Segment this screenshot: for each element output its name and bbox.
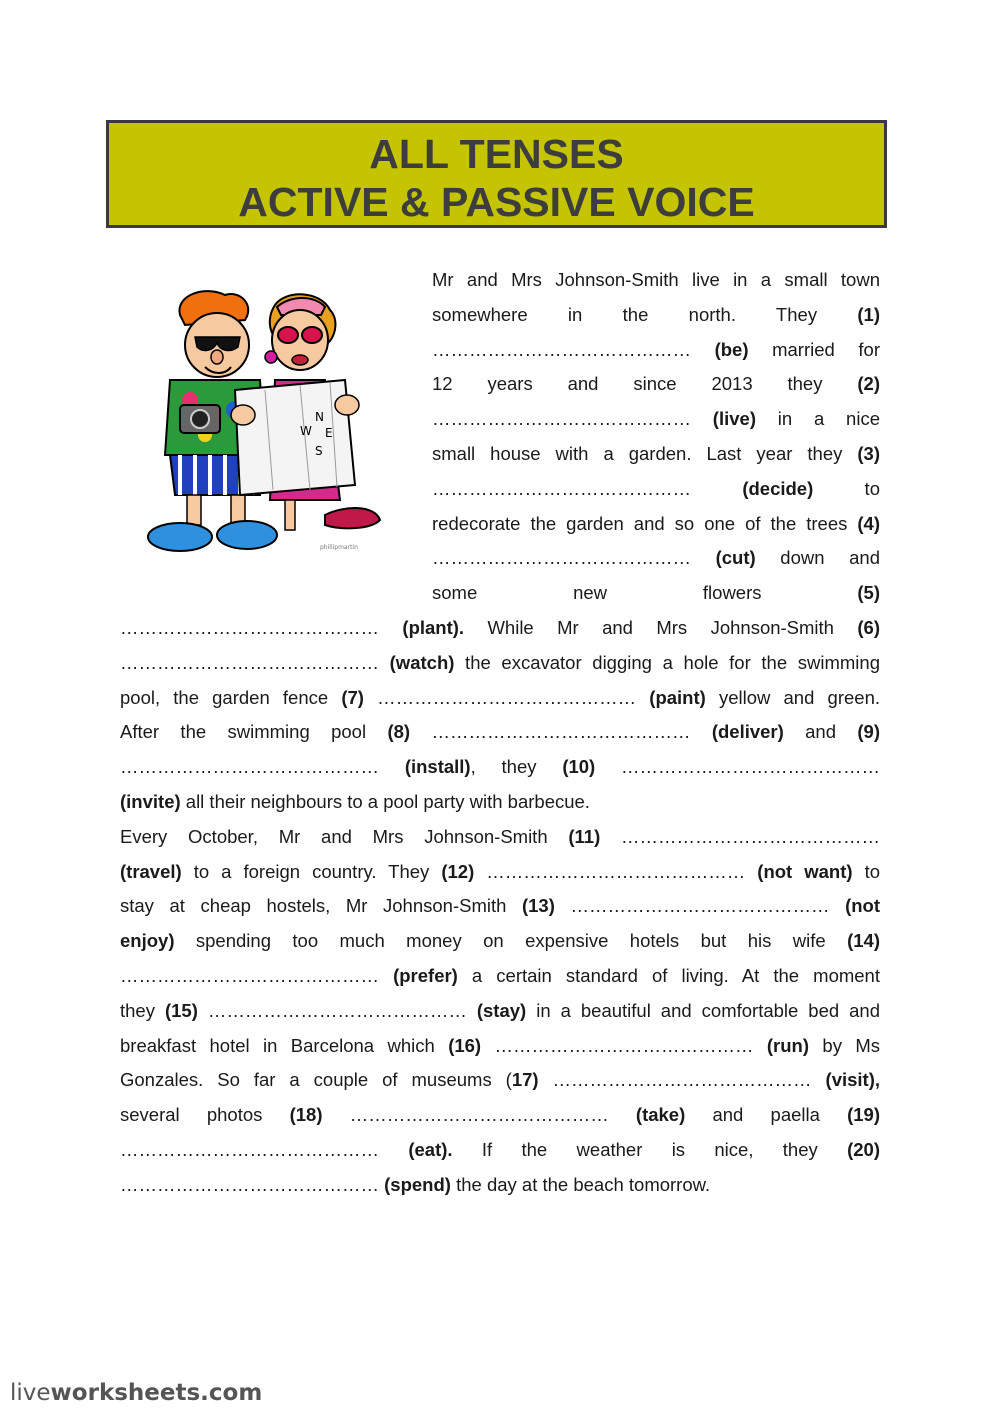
text-segment: several photos	[120, 1104, 290, 1126]
verb-cue: (spend)	[379, 1173, 451, 1195]
verb-cue: (18)	[289, 1104, 323, 1126]
illustration-signature: phillipmartin	[320, 544, 358, 551]
text-segment: to	[813, 477, 880, 499]
text-segment: down and	[755, 547, 880, 569]
title-line-1: ALL TENSES	[369, 131, 624, 177]
text-segment: ……………………………………	[120, 1139, 409, 1160]
verb-cue: (6)	[857, 617, 880, 638]
text-line	[120, 720, 880, 744]
verb-cue: (11)	[568, 825, 601, 847]
text-line	[120, 999, 880, 1023]
verb-cue: enjoy)	[120, 930, 175, 952]
text-line	[120, 1103, 880, 1127]
verb-cue: (4)	[857, 512, 880, 534]
verb-cue: (7)	[341, 686, 364, 708]
verb-cue: (run)	[766, 1034, 810, 1056]
text-segment: breakfast hotel in Barcelona which	[120, 1034, 449, 1056]
verb-cue: (eat).	[408, 1139, 453, 1160]
text-segment: ……………………………………	[120, 651, 379, 673]
text-segment: married for	[748, 338, 880, 360]
text-segment: ……………………………………	[197, 999, 467, 1021]
text-segment: ……………………………………	[120, 965, 394, 986]
text-line	[120, 1138, 880, 1162]
text-line	[432, 581, 880, 605]
text-line	[120, 964, 880, 988]
verb-cue: (prefer)	[393, 965, 458, 986]
verb-cue: (paint)	[649, 686, 706, 708]
text-line	[432, 546, 880, 570]
text-segment: to	[852, 860, 880, 882]
text-segment: , they	[470, 756, 563, 778]
text-segment: If the weather is nice, they	[452, 1139, 848, 1160]
text-segment: and paella	[685, 1104, 848, 1126]
verb-cue: (travel)	[120, 860, 182, 882]
verb-cue: (cut)	[715, 547, 756, 569]
text-segment: ……………………………………	[600, 825, 880, 847]
logo-live: live	[10, 1380, 51, 1406]
text-segment: somewhere in the north. They	[432, 303, 858, 325]
text-segment: Gonzales. So far a couple of museums (	[120, 1069, 512, 1091]
text-segment: stay at cheap hostels, Mr Johnson-Smith	[120, 895, 522, 917]
text-segment: small house with a garden. Last year they	[432, 443, 858, 464]
svg-text:N: N	[315, 410, 324, 424]
text-segment: all their neighbours to a pool party with barbecue.	[180, 791, 590, 812]
verb-cue: (install)	[404, 756, 471, 778]
text-segment: ……………………………………	[538, 1069, 826, 1091]
text-segment: yellow and green.	[705, 686, 880, 708]
svg-text:E: E	[325, 426, 333, 440]
verb-cue: (8)	[387, 721, 411, 743]
verb-cue: (plant).	[402, 617, 465, 638]
text-segment: ……………………………………	[595, 756, 880, 778]
verb-cue: (9)	[857, 721, 880, 743]
text-line	[120, 755, 880, 779]
text-segment: ……………………………………	[120, 617, 403, 638]
verb-cue: (14)	[847, 930, 880, 952]
text-segment: ……………………………………	[432, 477, 743, 499]
text-line	[120, 894, 880, 918]
verb-cue: (watch)	[379, 651, 455, 673]
text-line	[120, 1068, 880, 1092]
logo-worksheets: worksheets.com	[50, 1380, 263, 1406]
text-segment: ……………………………………	[120, 756, 405, 778]
verb-cue: (deliver)	[711, 721, 784, 743]
text-line	[120, 860, 880, 884]
text-line	[120, 1173, 880, 1197]
text-line	[432, 372, 880, 396]
title-banner	[106, 120, 887, 228]
text-segment: ……………………………………	[432, 547, 716, 569]
verb-cue: (stay)	[466, 999, 527, 1021]
verb-cue: (live)	[712, 408, 756, 430]
text-segment: ……………………………………	[432, 408, 713, 430]
verb-cue: (visit),	[825, 1069, 880, 1091]
text-segment: ……………………………………	[554, 895, 846, 917]
text-line	[432, 268, 880, 292]
text-line	[432, 512, 880, 536]
verb-cue: (15)	[164, 999, 198, 1021]
title-line-2: ACTIVE & PASSIVE VOICE	[238, 179, 755, 225]
verb-cue: (be)	[714, 338, 749, 360]
text-segment: pool, the garden fence	[120, 686, 342, 708]
text-segment: ……………………………………	[410, 721, 712, 743]
verb-cue: (invite)	[120, 791, 181, 812]
text-line	[432, 407, 880, 431]
text-segment: in a nice	[755, 408, 880, 430]
verb-cue: (16)	[448, 1034, 482, 1056]
text-segment: by Ms	[809, 1034, 880, 1056]
text-segment: the excavator digging a hole for the swimming	[454, 651, 880, 673]
text-segment: in a beautiful and comfortable bed and	[526, 999, 880, 1021]
text-segment: Every October, Mr and Mrs Johnson-Smith	[120, 825, 569, 847]
verb-cue: (2)	[857, 373, 880, 395]
text-line	[120, 616, 880, 640]
map	[231, 380, 359, 495]
text-segment: Mr and Mrs Johnson-Smith live in a small town	[432, 269, 880, 290]
text-segment: ……………………………………	[363, 686, 650, 708]
liveworksheets-logo	[10, 1380, 262, 1406]
verb-cue: (5)	[857, 582, 880, 604]
text-line	[120, 825, 880, 849]
text-segment: spending too much money on expensive hotels but his wife	[174, 930, 848, 952]
text-line	[432, 303, 880, 327]
tourist-couple-illustration	[125, 285, 390, 565]
text-line	[120, 929, 880, 953]
verb-cue: (not	[845, 895, 880, 917]
text-segment: ……………………………………	[432, 338, 715, 360]
text-segment: to a foreign country. They	[181, 860, 442, 882]
verb-cue: (10)	[562, 756, 596, 778]
text-segment: redecorate the garden and so one of the trees	[432, 512, 858, 534]
svg-text:S: S	[315, 444, 323, 458]
text-line	[120, 686, 880, 710]
verb-cue: (take)	[635, 1104, 686, 1126]
text-segment: After the swimming pool	[120, 721, 388, 743]
verb-cue: 17)	[511, 1069, 539, 1091]
text-line	[432, 477, 880, 501]
verb-cue: (19)	[847, 1104, 880, 1126]
verb-cue: (3)	[857, 443, 880, 464]
text-segment: ……………………………………	[481, 1034, 767, 1056]
text-line	[120, 651, 880, 675]
verb-cue: (20)	[847, 1139, 880, 1160]
verb-cue: (13)	[521, 895, 555, 917]
verb-cue: (12)	[441, 860, 475, 882]
text-segment: While Mr and Mrs Johnson-Smith	[464, 617, 858, 638]
verb-cue: (not want)	[757, 860, 853, 882]
svg-text:W: W	[300, 424, 312, 438]
text-segment: the day at the beach tomorrow.	[450, 1173, 711, 1195]
text-segment: ……………………………………	[120, 1173, 379, 1195]
text-line	[432, 338, 880, 362]
text-segment: ……………………………………	[322, 1104, 636, 1126]
verb-cue: (decide)	[742, 477, 814, 499]
text-segment: they	[120, 999, 165, 1021]
text-line	[120, 790, 880, 814]
text-line	[432, 442, 880, 466]
verb-cue: (1)	[857, 303, 880, 325]
text-segment: some new flowers	[432, 582, 858, 604]
text-segment: a certain standard of living. At the moment	[457, 965, 880, 986]
text-segment: and	[783, 721, 858, 743]
text-line	[120, 1034, 880, 1058]
text-segment: ……………………………………	[474, 860, 758, 882]
text-segment: 12 years and since 2013 they	[432, 373, 858, 395]
